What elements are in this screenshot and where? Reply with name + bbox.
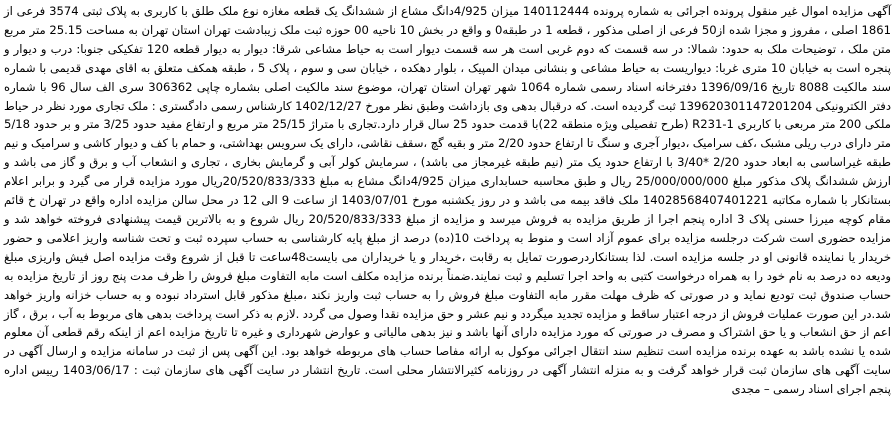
auction-notice-text: آگهی مزایده اموال غیر منقول پرونده اجرائی به شماره پرونده 140112444 میزان 4/925دانگ مشاع از ششدانگ یک قطعه مغازه نوع ملک طلق با کاربری به پلاک ثبتی 3574 فرعی از 1861 اصلی ، مفروز و مجزا شده از50 فرعی از اصلی مذکور ، قطعه 1 در طبقه0 و واقع در بخش 10 ناحیه 00 حوزه ثبت ملک زیبادشت تهران استان تهران به مساحت 25.15 متر مربع متن ملک ، توضیحات ملک به حدود: شمالا: در سه قسمت که دوم غربی است هر سه قسمت دیوار است به حیاط مشاعی شرقا: دیوار به دیوار قطعه 120 تفکیکی جنوبا: درب و دیوار و پنجره است به خیابان 10 متری غربا: دیواریست به حیاط مشاعی و بنشانی میدان المپیک ، بلوار دهکده ، خیابان سی و سوم ، پلاک 5 ، طبقه همکف متعلق به اقای مهدی قدیمی با شماره سند مالکیت 8088 تاریخ 1396/09/16 دفترخانه اسناد رسمی شماره 1064 شهر تهران استان تهران، موضوع سند مالکیت اصلی بشماره چاپی 306362 سری الف سال 96 با شماره دفتر الکترونیکی 139620301147201204 ثبت گردیده است. که درقبال بدهی وی بازداشت وطبق نظر مورخ 1402/12/27 کارشناس رسمی دادگستری : ملک تجاری مورد نظر در حیاط ملکی 200 متر مربعی با کاربری R231-1 (طرح تفصیلی ویژه منطقه 22)با قدمت حدود 25 سال قرار دارد.تجاری با متراژ 25/15 متر مربع و ارتفاع مفید حدود 3/25 متر و بر حدود 5/18 متر دارای درب ریلی مشبک ،کف سرامیک ،دیوار آجری و سنگ تا ارتفاع حدود 2/20 متر و بقیه گچ ،سقف نقاشی، دارای یک سرویس بهداشتی، و حمام با کف و دیوار کاشی و سرامیک و نیم طبقه غیراساسی به ابعاد حدود 2/20 *3/40 با ارتفاع حدود یک متر (نیم طبقه غیرمجاز می باشد) ، سرمایش کولر آبی و گرمایش بخاری ، تجاری و انشعاب آب و برق و گاز می باشد و ارزش ششدانگ پلاک مذکور مبلغ 25/000/000/000 ریال و طبق محاسبه حسابداری میزان 4/925دانگ مشاع به مبلغ 20/520/833/333ریال مورد مزایده قرار می گیرد و برابر اعلام بستانکار با شماره مکاتبه 14028568407401221 ملک فاقد بیمه می باشد و در روز یکشنبه مورخ 1403/07/01 از ساعت 9 الی 12 در محل سالن مزایده اداره واقع در تهران خ قائم مقام کوچه میرزا حسنی پلاک 3 اداره پنجم اجرا از طریق مزایده به فروش میرسد و مزایده از مبلغ 20/520/833/333 ریال شروع و به بالاترین قیمت پیشنهادی فروخته خواهد شد و مزایده حضوری است شرکت درجلسه مزایده برای عموم آزاد است و منوط به پرداخت 10(ده) درصد از مبلغ پایه کارشناسی به حساب سپرده ثبت و تحت شناسه واریز اعلامی و حضور خریدار یا نماینده قانونی او در جلسه مزایده است. لذا بستانکاردرصورت تمایل به رقابت ،خریدار و یا خریداران می بایست48ساعت تا قبل از شروع وقت مزایده اصل فیش واریزی مبلغ ودیعه ده درصد به نام خود را به همراه درخواست کتبی به واحد اجرا تسلیم و ثبت نمایند.ضمناً برنده مزایده مکلف است مابه التفاوت مبلغ فروش را ظرف مدت پنج روز از تاریخ مزایده به حساب صندوق ثبت تودیع نماید و در صورتی که ظرف مهلت مقرر مابه التفاوت مبلغ فروش را به حساب ثبت واریز نکند ،مبلغ مذکور قابل استرداد نبوده و به حساب خزانه واریز خواهد شد.در این صورت عملیات فروش از درجه اعتبار ساقط و مزایده تجدید میگردد و نیم عشر و حق مزایده نقدا وصول می گردد .لازم به ذکر است پرداخت بدهی های مربوط به آب ، برق ، گاز اعم از حق انشعاب و یا حق اشتراک و مصرف در صورتی که مورد مزایده دارای آنها باشد و نیز بدهی مالیاتی و عوارض شهرداری و غیره تا تاریخ مزایده اعم از اینکه رقم قطعی آن معلوم شده یا نشده باشد به عهده برنده مزایده است تنظیم سند انتقال اجرائی موکول به ارائه مفاصا حساب های مربوطه خواهد بود. این آگهی پس از ثبت در سامانه مزایده و ارسال آگهی در سایت آگهی های سازمان ثبت قرار خواهد گرفت و به منزله انتشار آگهی در روزنامه کثیرالانتشار محلی است. تاریخ انتشار در سایت آگهی های سازمان ثبت : 1403/06/17 رییس اداره پنجم اجرای اسناد رسمی – مجدی [4,4,892,397]
